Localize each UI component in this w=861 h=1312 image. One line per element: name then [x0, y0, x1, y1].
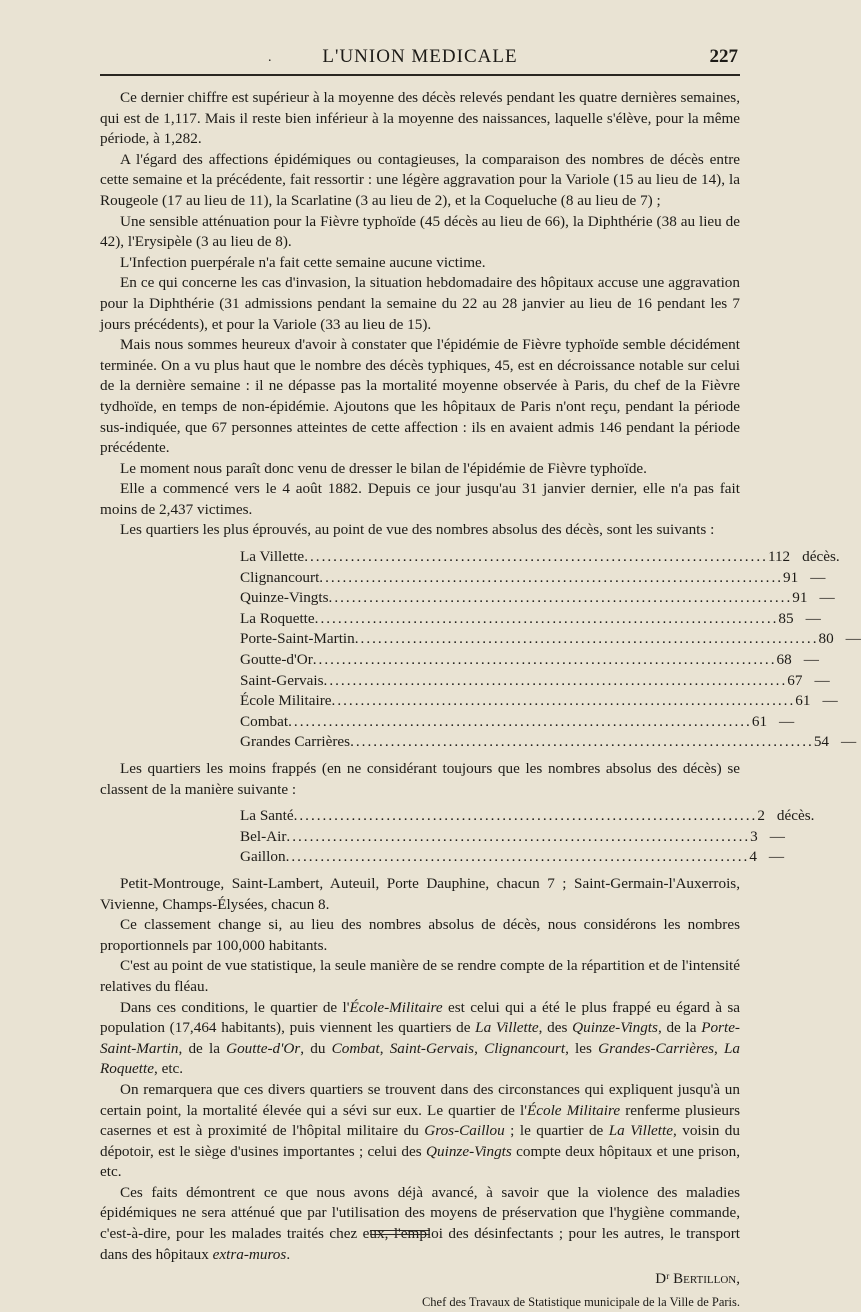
- district-name: Grandes Carrières: [240, 733, 351, 751]
- leader-dots: ................................................................................: [331, 692, 796, 710]
- district-name: Saint-Gervais: [240, 671, 324, 689]
- death-count: 2: [757, 807, 765, 825]
- table-row: [240, 691, 838, 712]
- death-count: 61: [795, 692, 811, 710]
- table-row: [240, 712, 795, 733]
- journal-title: L'UNION MEDICALE: [322, 46, 518, 67]
- district-name: La Santé: [240, 807, 294, 825]
- death-count: 68: [776, 651, 792, 669]
- paragraph: C'est au point de vue statistique, la seule manière de se rendre compte de la répartition et de l'intensité relatives du fléau.: [100, 957, 740, 995]
- leader-dots: ................................................................................: [304, 548, 768, 566]
- paragraph-final: Ces faits démontrent ce que nous avons déjà avancé, à savoir que la violence des maladies épidémiques ne sera atténué que par l'utilisation des moyens de préservation que l'hygiène commande, c'est-à-dire, pour les malades traités chez eux, l'emploi des désinfectants ; pour les autres, le transport dans des hôpitaux extra-muros.: [100, 1183, 740, 1263]
- paragraph: Les quartiers les plus éprouvés, au point de vue des nombres absolus des décès, sont les suivants :: [120, 521, 715, 539]
- district-name: Porte-Saint-Martin: [240, 630, 355, 648]
- unit-label: —: [841, 733, 857, 751]
- unit-label: —: [845, 630, 861, 648]
- paragraph: A l'égard des affections épidémiques ou contagieuses, la comparaison des nombres de décès entre cette semaine et la précédente, fait ressortir : une légère aggravation pour la Variole (15 au lieu de 14), la Rougeole (17 au lieu de 11), la Scarlatine (3 au lieu de 2), et la Coqueluche (8 au lieu de 7) ;: [100, 150, 740, 209]
- district-name: Clignancourt: [240, 568, 320, 586]
- paragraph: Petit-Montrouge, Saint-Lambert, Auteuil, Porte Dauphine, chacun 7 ; Saint-Germain-l'Auxerrois, Vivienne, Champs-Élysées, chacun 8.: [100, 874, 740, 913]
- leader-dots: ................................................................................: [286, 827, 751, 845]
- leader-dots: ................................................................................: [350, 733, 814, 751]
- leader-dots: ................................................................................: [323, 671, 788, 689]
- unit-label: —: [822, 692, 838, 710]
- district-name: Bel-Air: [240, 827, 287, 845]
- unit-label: —: [779, 712, 795, 730]
- table-row: [240, 588, 835, 609]
- leader-dots: ................................................................................: [354, 630, 819, 648]
- unit-label: —: [819, 589, 835, 607]
- unit-label: —: [803, 651, 819, 669]
- header-dot: .: [268, 50, 272, 65]
- paragraph: Le moment nous paraît donc venu de dresser le bilan de l'épidémie de Fièvre typhoïde.: [120, 459, 647, 477]
- paragraph: L'Infection puerpérale n'a fait cette semaine aucune victime.: [120, 253, 486, 271]
- leader-dots: ................................................................................: [314, 609, 779, 627]
- leader-dots: ................................................................................: [293, 807, 758, 825]
- paragraph: Ce classement change si, au lieu des nombres absolus de décès, nous considérons les nombres proportionnels par 100,000 habitants.: [100, 916, 740, 954]
- death-count: 85: [778, 609, 794, 627]
- death-count: 91: [792, 589, 808, 607]
- table-row: [240, 547, 840, 568]
- death-count: 61: [751, 712, 768, 730]
- leader-dots: ................................................................................: [312, 651, 777, 669]
- article-body: [100, 88, 861, 1312]
- district-name: La Roquette: [240, 609, 315, 627]
- paragraph: Mais nous sommes heureux d'avoir à constater que l'épidémie de Fièvre typhoïde semble décidément terminée. On a vu plus haut que le nombre des décès typhiques, 45, est en décroissance notable sur celui de la dernière semaine : il ne dépasse pas la mortalité moyenne observée à Paris, du chef de la Fièvre tydhoïde, en temps de non-épidémie. Ajoutons que les hôpitaux de Paris n'ont reçu, pendant la période sus-indiquée, que 67 personnes atteintes de cette affection : ils en avaient admis 146 pendant la période précédente.: [100, 336, 740, 457]
- death-count: 4: [749, 848, 757, 866]
- table-row: [240, 629, 861, 650]
- death-count: 3: [750, 827, 758, 845]
- death-count: 91: [783, 568, 799, 586]
- end-rule: [370, 1230, 430, 1235]
- unit-label: —: [810, 568, 826, 586]
- district-name: École Militaire: [240, 692, 332, 710]
- death-count: 80: [818, 630, 834, 648]
- leader-dots: ................................................................................: [288, 712, 752, 730]
- district-name: Gaillon: [240, 848, 286, 866]
- table-row: [240, 650, 819, 671]
- page-header: [100, 42, 740, 74]
- unit-label: —: [814, 671, 830, 689]
- death-count: 112: [767, 548, 791, 566]
- paragraph: Ce dernier chiffre est supérieur à la moyenne des décès relevés pendant les quatre dernières semaines, qui est de 1,117. Mais il reste bien inférieur à la moyenne des naissances, laquelle s'élève, pour la même période, à 1,282.: [100, 89, 740, 148]
- paragraph-remarque: On remarquera que ces divers quartiers se trouvent dans des circonstances qui expliquent jusqu'à un certain point, la mortalité élevée qui a sévi sur eux. Le quartier de l'École Militaire renferme plusieurs casernes et est à proximité de l'hôpital militaire du Gros-Caillou ; le quartier de La Villette, voisin du dépotoir, est le siège d'usines importantes ; celui des Quinze-Vingts compte deux hôpitaux et une prison, etc.: [100, 1080, 740, 1181]
- unit-label: décès.: [776, 807, 815, 825]
- signature: [100, 1269, 740, 1312]
- district-name: Goutte-d'Or: [240, 651, 313, 669]
- table-row: [240, 847, 785, 868]
- death-count: 54: [813, 733, 829, 751]
- table-row: [240, 827, 785, 848]
- table-row: [240, 568, 826, 589]
- table-row: [240, 671, 830, 692]
- unit-label: —: [768, 848, 785, 866]
- unit-label: —: [805, 609, 821, 627]
- signature-role: Chef des Travaux de Statistique municipale de la Ville de Paris.: [421, 1294, 740, 1309]
- district-name: Combat: [240, 712, 289, 730]
- leader-dots: ................................................................................: [328, 589, 793, 607]
- unit-label: décès.: [802, 548, 840, 566]
- paragraph: Elle a commencé vers le 4 août 1882. Depuis ce jour jusqu'au 31 janvier dernier, elle n'a pas fait moins de 2,437 victimes.: [100, 480, 740, 518]
- paragraph-conditions: Dans ces conditions, le quartier de l'École-Militaire est celui qui a été le plus frappé eu égard à sa population (17,464 habitants), puis viennent les quartiers de La Villette, des Quinze-Vingts, de la Porte-Saint-Martin, de la Goutte-d'Or, du Combat, Saint-Gervais, Clignancourt, les Grandes-Carrières, La Roquette, etc.: [100, 998, 741, 1078]
- unit-label: —: [769, 827, 785, 845]
- paragraph: En ce qui concerne les cas d'invasion, la situation hebdomadaire des hôpitaux accuse une aggravation pour la Diphthérie (31 admissions pendant la semaine du 22 au 28 janvier au lieu de 16 pendant les 7 jours précédents), et pour la Variole (33 au lieu de 15).: [100, 274, 740, 333]
- leader-dots: ................................................................................: [285, 848, 750, 866]
- paragraph: Une sensible atténuation pour la Fièvre typhoïde (45 décès au lieu de 66), la Diphthérie (38 au lieu de 42), l'Erysipèle (3 au lieu de 8).: [100, 212, 740, 251]
- death-count: 67: [787, 671, 803, 689]
- table-row: [240, 806, 815, 827]
- table-row: [240, 732, 857, 753]
- header-rule: [100, 74, 740, 76]
- paragraph: Les quartiers les moins frappés (en ne considérant toujours que les nombres absolus des décès) se classent de la manière suivante :: [100, 760, 740, 798]
- most-affected-table: [240, 547, 861, 753]
- district-name: La Villette: [240, 548, 305, 566]
- table-row: [240, 609, 821, 630]
- district-name: Quinze-Vingts: [240, 589, 329, 607]
- least-affected-table: [240, 806, 815, 868]
- signature-name: Dʳ Bertillon,: [655, 1271, 740, 1288]
- leader-dots: ................................................................................: [319, 568, 784, 586]
- page-number: 227: [709, 46, 738, 67]
